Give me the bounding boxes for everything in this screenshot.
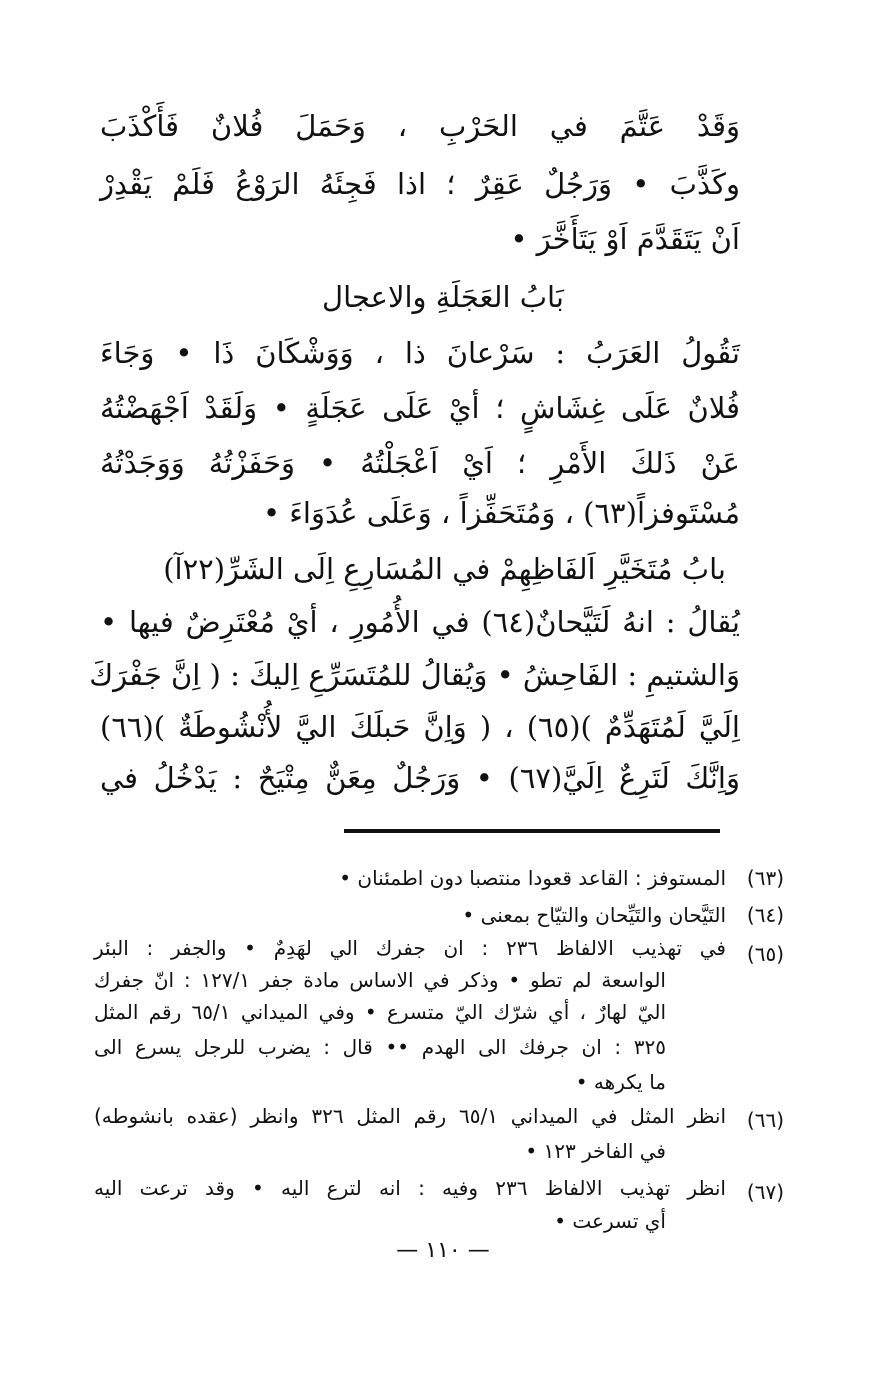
footnote-line: انظر تهذيب الالفاظ ٢٣٦ وفيه : انه لترع اليه • وقد ترعت اليه	[94, 1176, 726, 1200]
footnote-separator	[344, 829, 720, 833]
footnote-number: (٦٥)	[746, 942, 784, 966]
footnote-number: (٦٦)	[746, 1108, 784, 1132]
body-line: فُلانٌ عَلَى غِشَاشٍ ؛ أيْ عَلَى عَجَلَةٍ • وَلَقَدْ اَجْهَضْتُهُ	[100, 391, 740, 425]
body-line: اِلَيَّ لَمُتَهَدِّمٌ )(٦٥) ، ( وَاِنَّ حَبلَكَ اليَّ لأُنْشُوطَةٌ )(٦٦)	[100, 710, 740, 744]
footnote-line: في الفاخر ١٢٣ •	[525, 1139, 666, 1163]
footnote-number: (٦٤)	[746, 903, 784, 927]
footnote-line: التَيَّحان والتَيِّحان والتيّاح بمعنى •	[462, 903, 726, 927]
body-line: اَنْ يَتَقَدَّمَ اَوْ يَتَأَخَّرَ •	[510, 222, 740, 256]
footnote-line: أي تسرعت •	[554, 1209, 666, 1233]
section-heading: بابُ مُتَخَيَّرِ اَلفَاظِهِمْ في المُسَارِعِ اِلَى الشَرِّ(٢٢آ)	[163, 552, 726, 586]
body-line: عَنْ ذَلكَ الأَمْرِ ؛ اَيْ اَعْجَلْتُهُ • وَحَفَزْتُهُ وَوَجَدْتُهُ	[100, 446, 740, 480]
body-line: تَقُولُ العَرَبُ : سَرْعانَ ذا ، وَوَشْكَانَ ذَا • وَجَاءَ	[100, 336, 740, 370]
body-line: يُقالُ : انهُ لَتَيَّحانٌ(٦٤) في الأُمُورِ ، أيْ مُعْتَرِضٌ فيها •	[100, 605, 740, 639]
body-line: وَقَدْ عَتَّمَ في الحَرْبِ ، وَحَمَلَ فُلانٌ فَأَكْذَبَ	[100, 109, 740, 143]
footnote-number: (٦٧)	[746, 1180, 784, 1204]
footnote-number: (٦٣)	[746, 866, 784, 890]
body-line: وكَذَّبَ • وَرَجُلٌ عَقِرٌ ؛ اذا فَجِئَهُ الرَوْعُ فَلَمْ يَقْدِرْ	[100, 167, 740, 201]
body-line: مُسْتَوفزاً(٦٣) ، وَمُتَحَفِّزاً ، وَعَلَى عُدَوَاءَ •	[262, 496, 740, 530]
section-heading: بَابُ العَجَلَةِ والاعجال	[322, 280, 564, 314]
page-number: — ١١٠ —	[396, 1238, 490, 1263]
body-line: وَاِنَّكَ لَتَرِعٌ اِلَيَّ(٦٧) • وَرَجُلٌ مِعَنٌّ مِتْيَحٌ : يَدْخُلُ في	[100, 761, 740, 795]
footnote-line: انظر المثل في الميداني ٦٥/١ رقم المثل ٣٢٦ وانظر (عقده بانشوطه)	[94, 1104, 727, 1128]
footnote-line: في تهذيب الالفاظ ٢٣٦ : ان جفرك الي لهَدِمٌ • والجفر : البئر	[94, 936, 726, 960]
body-line: وَالشتيمِ : الفَاحِشُ • وَيُقالُ للمُتَسَرِّعِ اِليكَ : ( اِنَّ جَفْرَكَ	[89, 658, 740, 692]
footnote-line: ما يكرهه •	[575, 1070, 666, 1094]
footnote-line: ٣٢٥ : ان جرفك الى الهدم •• قال : يضرب للرجل يسرع الى	[94, 1035, 666, 1059]
footnote-line: الواسعة لم تطو • وذكر في الاساس مادة جفر ١٢٧/١ : انّ جفرك	[94, 968, 666, 992]
footnote-line: المستوفز : القاعد قعودا منتصبا دون اطمئنان •	[339, 866, 726, 890]
footnote-line: اليّ لهارٌ ، أي شرّك اليّ متسرع • وفي الميداني ٦٥/١ رقم المثل	[94, 1000, 667, 1024]
